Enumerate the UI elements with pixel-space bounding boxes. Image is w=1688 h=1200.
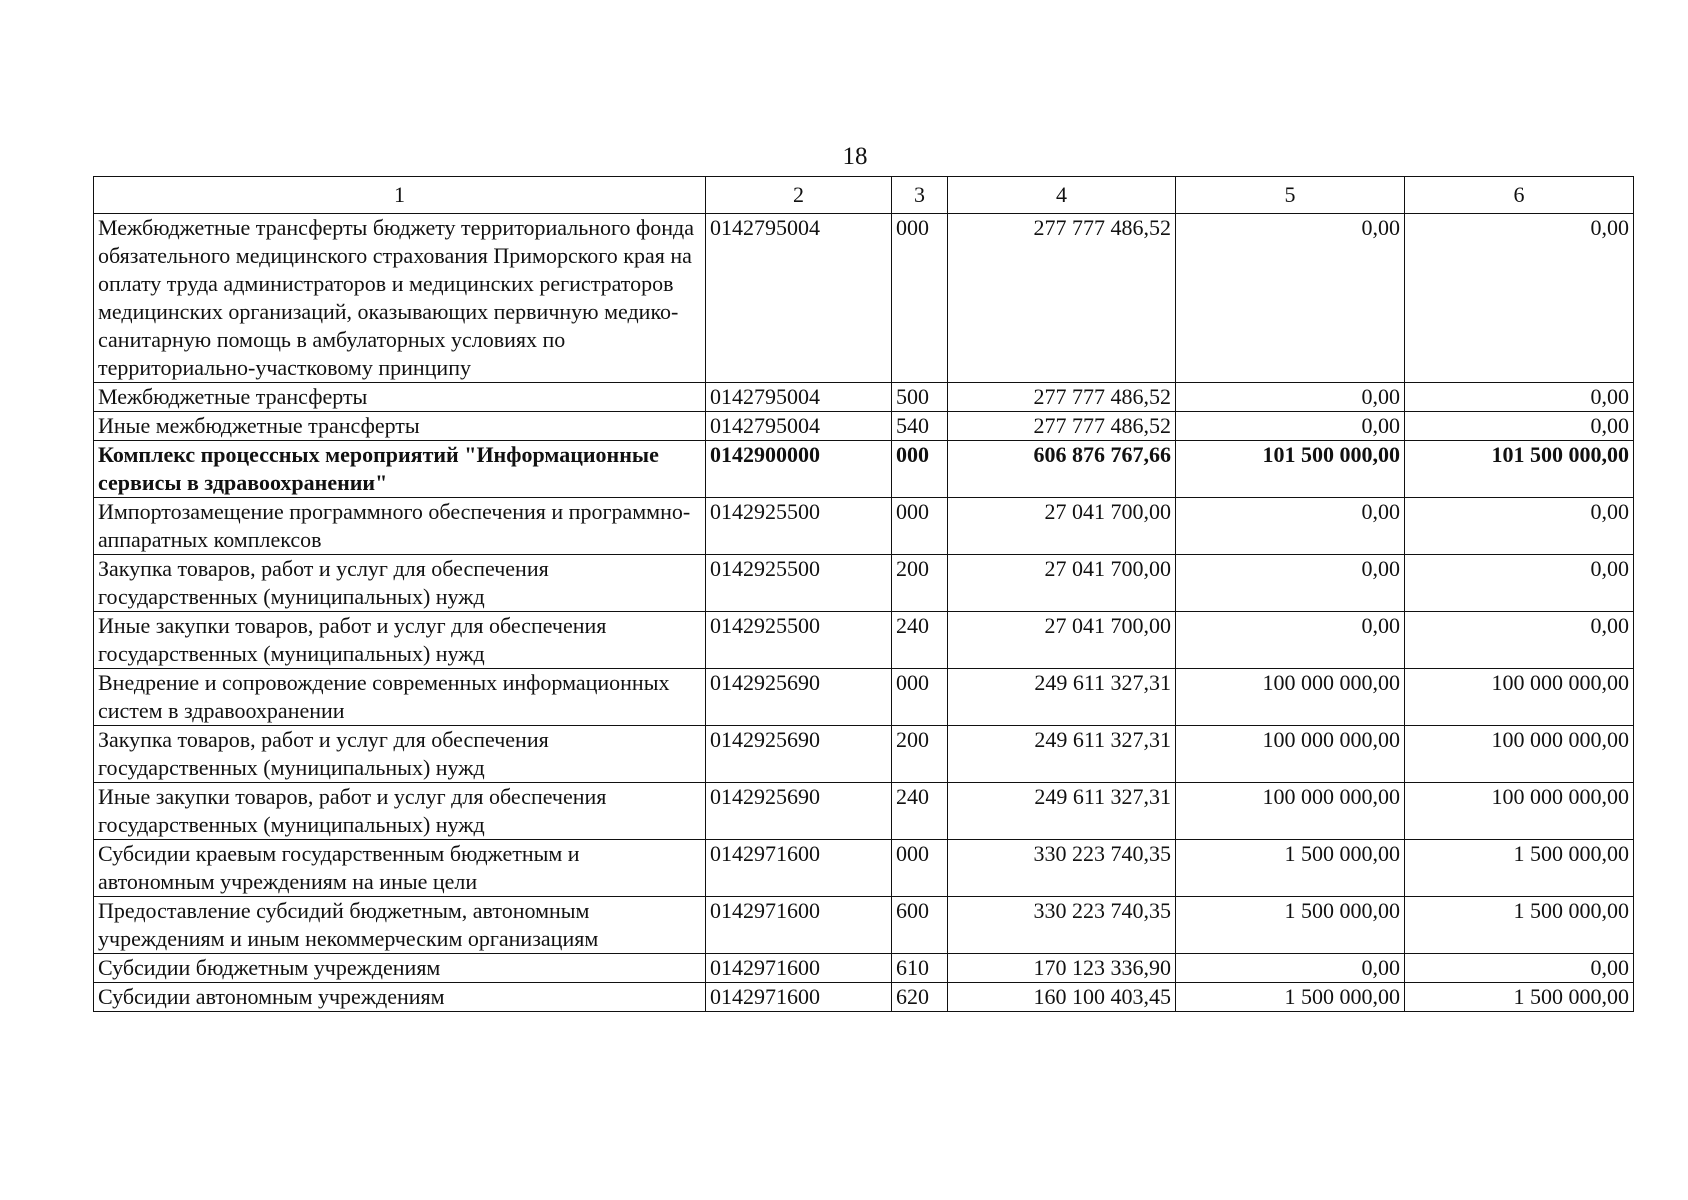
row-amount-col6: 0,00	[1405, 612, 1634, 669]
table-row	[94, 383, 1634, 412]
column-number-row	[94, 177, 1634, 214]
row-name: Субсидии бюджетным учреждениям	[94, 954, 706, 983]
row-expense-type: 000	[892, 840, 948, 897]
row-expense-type: 500	[892, 383, 948, 412]
row-amount-col5: 1 500 000,00	[1176, 983, 1405, 1012]
row-amount-col6: 1 500 000,00	[1405, 983, 1634, 1012]
row-target-code: 0142795004	[706, 214, 892, 383]
row-amount-col5: 0,00	[1176, 412, 1405, 441]
row-amount-col4: 249 611 327,31	[948, 783, 1176, 840]
row-amount-col6: 1 500 000,00	[1405, 840, 1634, 897]
row-expense-type: 000	[892, 498, 948, 555]
row-expense-type: 620	[892, 983, 948, 1012]
row-expense-type: 240	[892, 612, 948, 669]
row-target-code: 0142900000	[706, 441, 892, 498]
row-amount-col4: 249 611 327,31	[948, 669, 1176, 726]
table-row	[94, 214, 1634, 383]
row-amount-col5: 1 500 000,00	[1176, 840, 1405, 897]
row-expense-type: 240	[892, 783, 948, 840]
row-amount-col4: 249 611 327,31	[948, 726, 1176, 783]
row-amount-col5: 100 000 000,00	[1176, 669, 1405, 726]
row-amount-col5: 0,00	[1176, 214, 1405, 383]
row-amount-col4: 27 041 700,00	[948, 498, 1176, 555]
table-row	[94, 412, 1634, 441]
row-expense-type: 540	[892, 412, 948, 441]
table-row	[94, 612, 1634, 669]
row-name: Комплекс процессных мероприятий "Информационные сервисы в здравоохранении"	[94, 441, 706, 498]
row-amount-col4: 330 223 740,35	[948, 840, 1176, 897]
row-amount-col6: 0,00	[1405, 498, 1634, 555]
row-name: Импортозамещение программного обеспечения и программно-аппаратных комплексов	[94, 498, 706, 555]
row-target-code: 0142971600	[706, 840, 892, 897]
table-row	[94, 498, 1634, 555]
row-amount-col6: 100 000 000,00	[1405, 726, 1634, 783]
row-target-code: 0142925690	[706, 783, 892, 840]
row-amount-col4: 27 041 700,00	[948, 612, 1176, 669]
budget-table	[93, 176, 1634, 1012]
row-amount-col5: 101 500 000,00	[1176, 441, 1405, 498]
row-amount-col6: 101 500 000,00	[1405, 441, 1634, 498]
row-target-code: 0142925500	[706, 612, 892, 669]
row-name: Межбюджетные трансферты бюджету территориального фонда обязательного медицинского страхования Приморского края на оплату труда администраторов и медицинских регистраторов медицинских организаций, оказывающих первичную медико-санитарную помощь в амбулаторных условиях по территориально-участковому принципу	[94, 214, 706, 383]
row-name: Закупка товаров, работ и услуг для обеспечения государственных (муниципальных) нужд	[94, 555, 706, 612]
row-amount-col4: 160 100 403,45	[948, 983, 1176, 1012]
row-name: Субсидии краевым государственным бюджетным и автономным учреждениям на иные цели	[94, 840, 706, 897]
row-amount-col6: 0,00	[1405, 954, 1634, 983]
row-name: Субсидии автономным учреждениям	[94, 983, 706, 1012]
column-header-1: 1	[94, 177, 706, 214]
row-expense-type: 610	[892, 954, 948, 983]
row-amount-col6: 0,00	[1405, 555, 1634, 612]
row-expense-type: 600	[892, 897, 948, 954]
row-amount-col6: 0,00	[1405, 412, 1634, 441]
table-row	[94, 726, 1634, 783]
row-target-code: 0142925500	[706, 498, 892, 555]
table-row	[94, 441, 1634, 498]
row-amount-col4: 277 777 486,52	[948, 383, 1176, 412]
row-amount-col4: 277 777 486,52	[948, 412, 1176, 441]
row-amount-col4: 170 123 336,90	[948, 954, 1176, 983]
row-name: Межбюджетные трансферты	[94, 383, 706, 412]
table-row	[94, 840, 1634, 897]
row-amount-col5: 0,00	[1176, 612, 1405, 669]
column-header-6: 6	[1405, 177, 1634, 214]
row-amount-col6: 1 500 000,00	[1405, 897, 1634, 954]
column-header-5: 5	[1176, 177, 1405, 214]
row-name: Иные закупки товаров, работ и услуг для обеспечения государственных (муниципальных) нужд	[94, 783, 706, 840]
column-header-4: 4	[948, 177, 1176, 214]
row-amount-col4: 277 777 486,52	[948, 214, 1176, 383]
row-expense-type: 200	[892, 726, 948, 783]
table-row	[94, 783, 1634, 840]
row-target-code: 0142971600	[706, 897, 892, 954]
row-amount-col5: 1 500 000,00	[1176, 897, 1405, 954]
row-amount-col5: 0,00	[1176, 555, 1405, 612]
row-amount-col5: 0,00	[1176, 498, 1405, 555]
table-row	[94, 897, 1634, 954]
row-target-code: 0142971600	[706, 983, 892, 1012]
row-amount-col4: 27 041 700,00	[948, 555, 1176, 612]
row-amount-col5: 100 000 000,00	[1176, 726, 1405, 783]
row-name: Внедрение и сопровождение современных информационных систем в здравоохранении	[94, 669, 706, 726]
row-amount-col5: 100 000 000,00	[1176, 783, 1405, 840]
page-number: 18	[842, 143, 868, 170]
row-amount-col6: 0,00	[1405, 214, 1634, 383]
table-row	[94, 983, 1634, 1012]
row-name: Иные закупки товаров, работ и услуг для обеспечения государственных (муниципальных) нужд	[94, 612, 706, 669]
row-amount-col5: 0,00	[1176, 383, 1405, 412]
row-amount-col6: 0,00	[1405, 383, 1634, 412]
row-target-code: 0142971600	[706, 954, 892, 983]
row-amount-col6: 100 000 000,00	[1405, 783, 1634, 840]
table-row	[94, 669, 1634, 726]
row-amount-col6: 100 000 000,00	[1405, 669, 1634, 726]
row-target-code: 0142795004	[706, 412, 892, 441]
row-amount-col4: 330 223 740,35	[948, 897, 1176, 954]
row-expense-type: 000	[892, 214, 948, 383]
column-header-3: 3	[892, 177, 948, 214]
row-expense-type: 000	[892, 669, 948, 726]
row-target-code: 0142795004	[706, 383, 892, 412]
table-row	[94, 954, 1634, 983]
table-row	[94, 555, 1634, 612]
row-target-code: 0142925500	[706, 555, 892, 612]
row-target-code: 0142925690	[706, 726, 892, 783]
row-name: Закупка товаров, работ и услуг для обеспечения государственных (муниципальных) нужд	[94, 726, 706, 783]
row-expense-type: 200	[892, 555, 948, 612]
row-name: Предоставление субсидий бюджетным, автономным учреждениям и иным некоммерческим организациям	[94, 897, 706, 954]
row-target-code: 0142925690	[706, 669, 892, 726]
row-name: Иные межбюджетные трансферты	[94, 412, 706, 441]
row-expense-type: 000	[892, 441, 948, 498]
column-header-2: 2	[706, 177, 892, 214]
row-amount-col4: 606 876 767,66	[948, 441, 1176, 498]
row-amount-col5: 0,00	[1176, 954, 1405, 983]
